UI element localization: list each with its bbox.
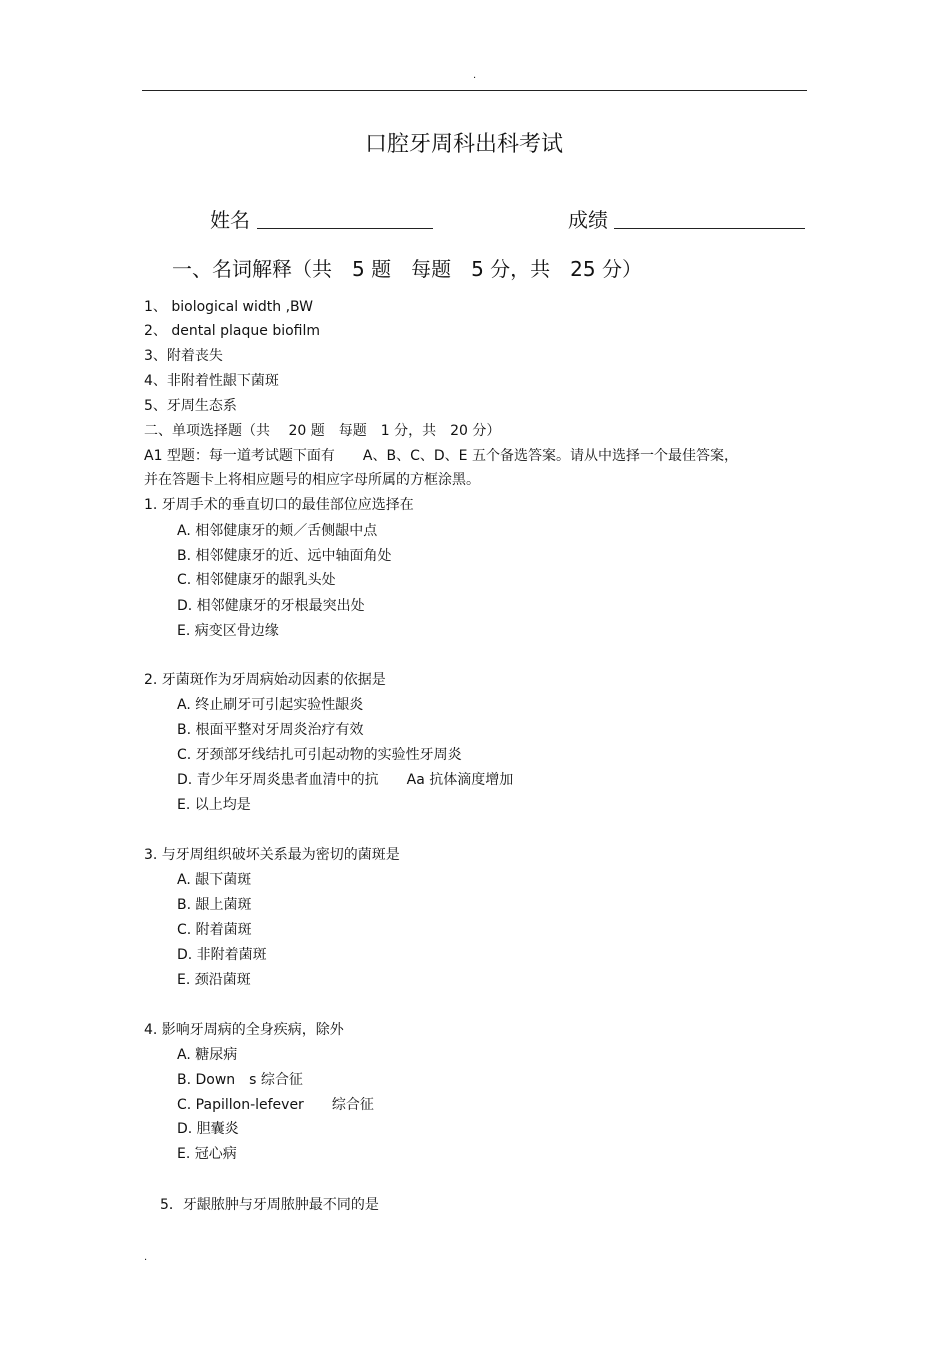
name-label: 姓名	[210, 208, 250, 232]
section2-heading: 二、单项选择题（共 20 题 每题 1 分，共 20 分）	[144, 423, 501, 439]
section1-heading: 一、名词解释（共 5 题 每题 5 分，共 25 分）	[172, 257, 642, 281]
question-option: A. 终止刷牙可引起实验性龈炎	[177, 697, 364, 713]
question-option: B. 根面平整对牙周炎治疗有效	[177, 722, 364, 738]
question-stem: 3. 与牙周组织破坏关系最为密切的菌斑是	[144, 847, 400, 863]
exam-title: 口腔牙周科出科考试	[364, 132, 563, 157]
question-stem: 4. 影响牙周病的全身疾病，除外	[144, 1022, 344, 1038]
term-item: 1、 biological width ,BW	[144, 299, 313, 315]
question-option: A. 相邻健康牙的颊／舌侧龈中点	[177, 523, 378, 539]
question-option: E. 病变区骨边缘	[177, 623, 279, 639]
question-option: D. 青少年牙周炎患者血清中的抗 Aa 抗体滴度增加	[177, 772, 514, 788]
instruction-line: 并在答题卡上将相应题号的相应字母所属的方框涂黑。	[144, 472, 480, 488]
term-item: 3、附着丧失	[144, 348, 223, 364]
question-option: E. 颈沿菌斑	[177, 972, 251, 988]
question-option: E. 以上均是	[177, 797, 251, 813]
term-item: 2、 dental plaque biofilm	[144, 323, 321, 339]
header-rule	[142, 90, 807, 91]
question-option: A. 龈下菌斑	[177, 872, 252, 888]
question-option: A. 糖尿病	[177, 1047, 238, 1063]
score-label: 成绩	[568, 208, 608, 232]
question-option: B. Down s 综合征	[177, 1072, 303, 1088]
name-line	[257, 228, 433, 229]
footer-dot: .	[144, 1252, 148, 1263]
question-option: C. 牙颈部牙线结扎可引起动物的实验性牙周炎	[177, 747, 462, 763]
question-option: D. 相邻健康牙的牙根最突出处	[177, 598, 365, 614]
question-option: C. Papillon-lefever 综合征	[177, 1097, 374, 1113]
instruction-line: A1 型题：每一道考试题下面有 A、B、C、D、E 五个备选答案。请从中选择一个最佳答案，	[144, 448, 738, 464]
term-item: 4、非附着性龈下菌斑	[144, 373, 279, 389]
question-stem: 1. 牙周手术的垂直切口的最佳部位应选择在	[144, 497, 414, 513]
header-dot: .	[473, 70, 477, 81]
question-option: C. 附着菌斑	[177, 922, 252, 938]
score-line	[614, 228, 805, 229]
question-stem: 2. 牙菌斑作为牙周病始动因素的依据是	[144, 672, 386, 688]
question-stem: 5．牙龈脓肿与牙周脓肿最不同的是	[160, 1197, 379, 1213]
question-option: C. 相邻健康牙的龈乳头处	[177, 572, 336, 588]
question-option: B. 龈上菌斑	[177, 897, 252, 913]
question-option: D. 胆囊炎	[177, 1121, 239, 1137]
question-option: E. 冠心病	[177, 1146, 237, 1162]
question-option: B. 相邻健康牙的近、远中轴面角处	[177, 548, 392, 564]
question-option: D. 非附着菌斑	[177, 947, 267, 963]
term-item: 5、牙周生态系	[144, 398, 237, 414]
